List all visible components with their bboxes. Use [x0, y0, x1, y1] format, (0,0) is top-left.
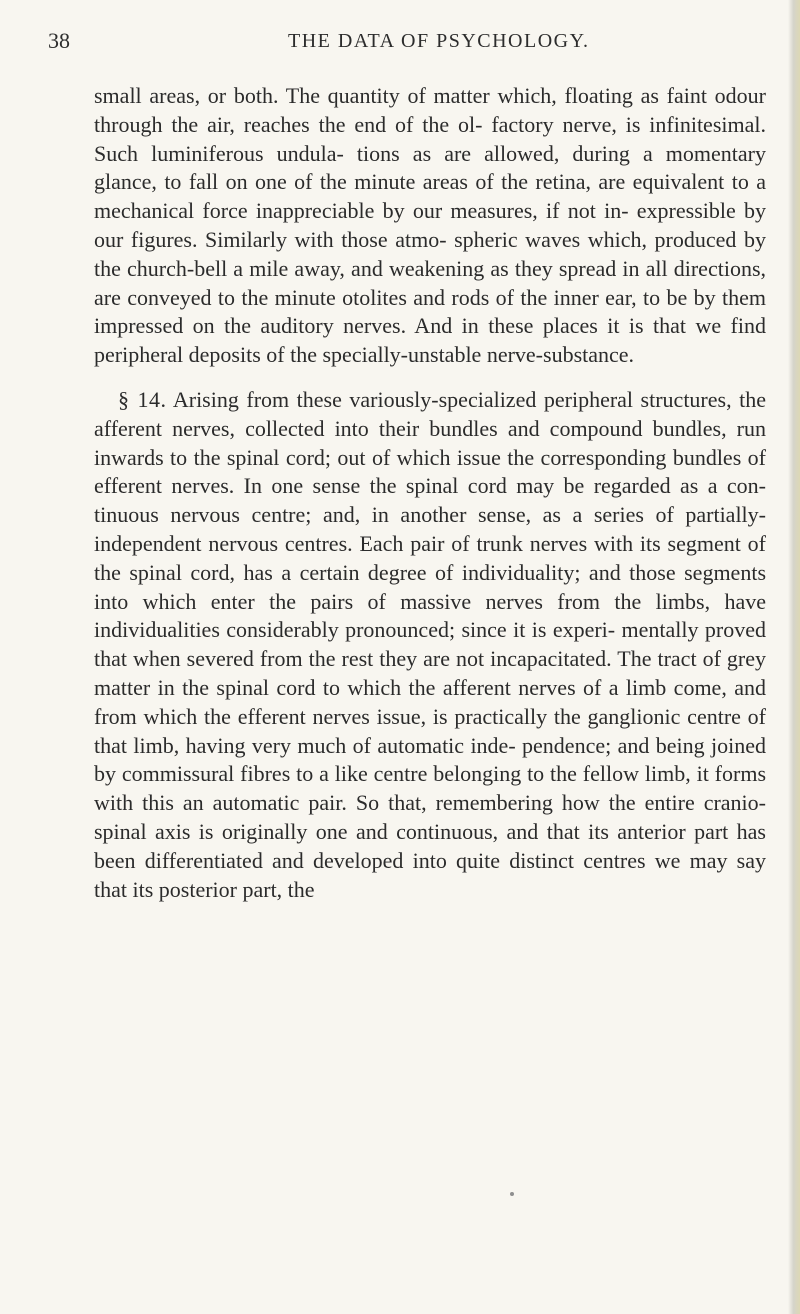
paragraph-body: Arising from these variously-specialized peripheral structures, the afferent nerves, collected into their bundles and compound bundles, run inwards to the spinal cord; out of which issue the corresponding bundles of efferent nerves. In one sense the spinal cord may be regarded as a con- tinuous nervous centre; and, in another sense, as a series of partially-independent nervous centres. Each pair of trunk nerves with its segment of the spinal cord, has a certain degree of individuality; and those segments into which enter the pairs of massive nerves from the limbs, have individualities considerably pronounced; since it is experi- mentally proved that when severed from the rest they are not incapacitated. The tract of grey matter in the spinal cord to which the afferent nerves of a limb come, and from which the efferent nerves issue, is practically the ganglionic centre of that limb, having very much of automatic inde- pendence; and being joined by commissural fibres to a like centre belonging to the fellow limb, it forms with this an automatic pair. So that, remembering how the entire cranio-spinal axis is originally one and continuous, and that its anterior part has been differentiated and developed into quite distinct centres we may say that its posterior part, the	[94, 386, 766, 902]
print-speck	[510, 1192, 514, 1196]
page-edge-shadow	[788, 0, 800, 1314]
section-label: § 14.	[118, 386, 167, 412]
page-header	[48, 28, 728, 58]
running-title: THE DATA OF PSYCHOLOGY.	[288, 30, 590, 52]
page-content	[94, 82, 766, 904]
paragraph: small areas, or both. The quantity of matter which, floating as faint odour through the air, reaches the end of the ol- factory nerve, is infinitesimal. Such luminiferous undula- tions as are allowed, during a momentary glance, to fall on one of the minute areas of the retina, are equivalent to a mechanical force inappreciable by our measures, if not in- expressible by our figures. Similarly with those atmo- spheric waves which, produced by the church-bell a mile away, and weakening as they spread in all directions, are conveyed to the minute otolites and rods of the inner ear, to be by them impressed on the auditory nerves. And in these places it is that we find peripheral deposits of the specially-unstable nerve-substance.	[94, 83, 766, 368]
page-number: 38	[48, 28, 70, 53]
paragraph	[94, 386, 766, 904]
